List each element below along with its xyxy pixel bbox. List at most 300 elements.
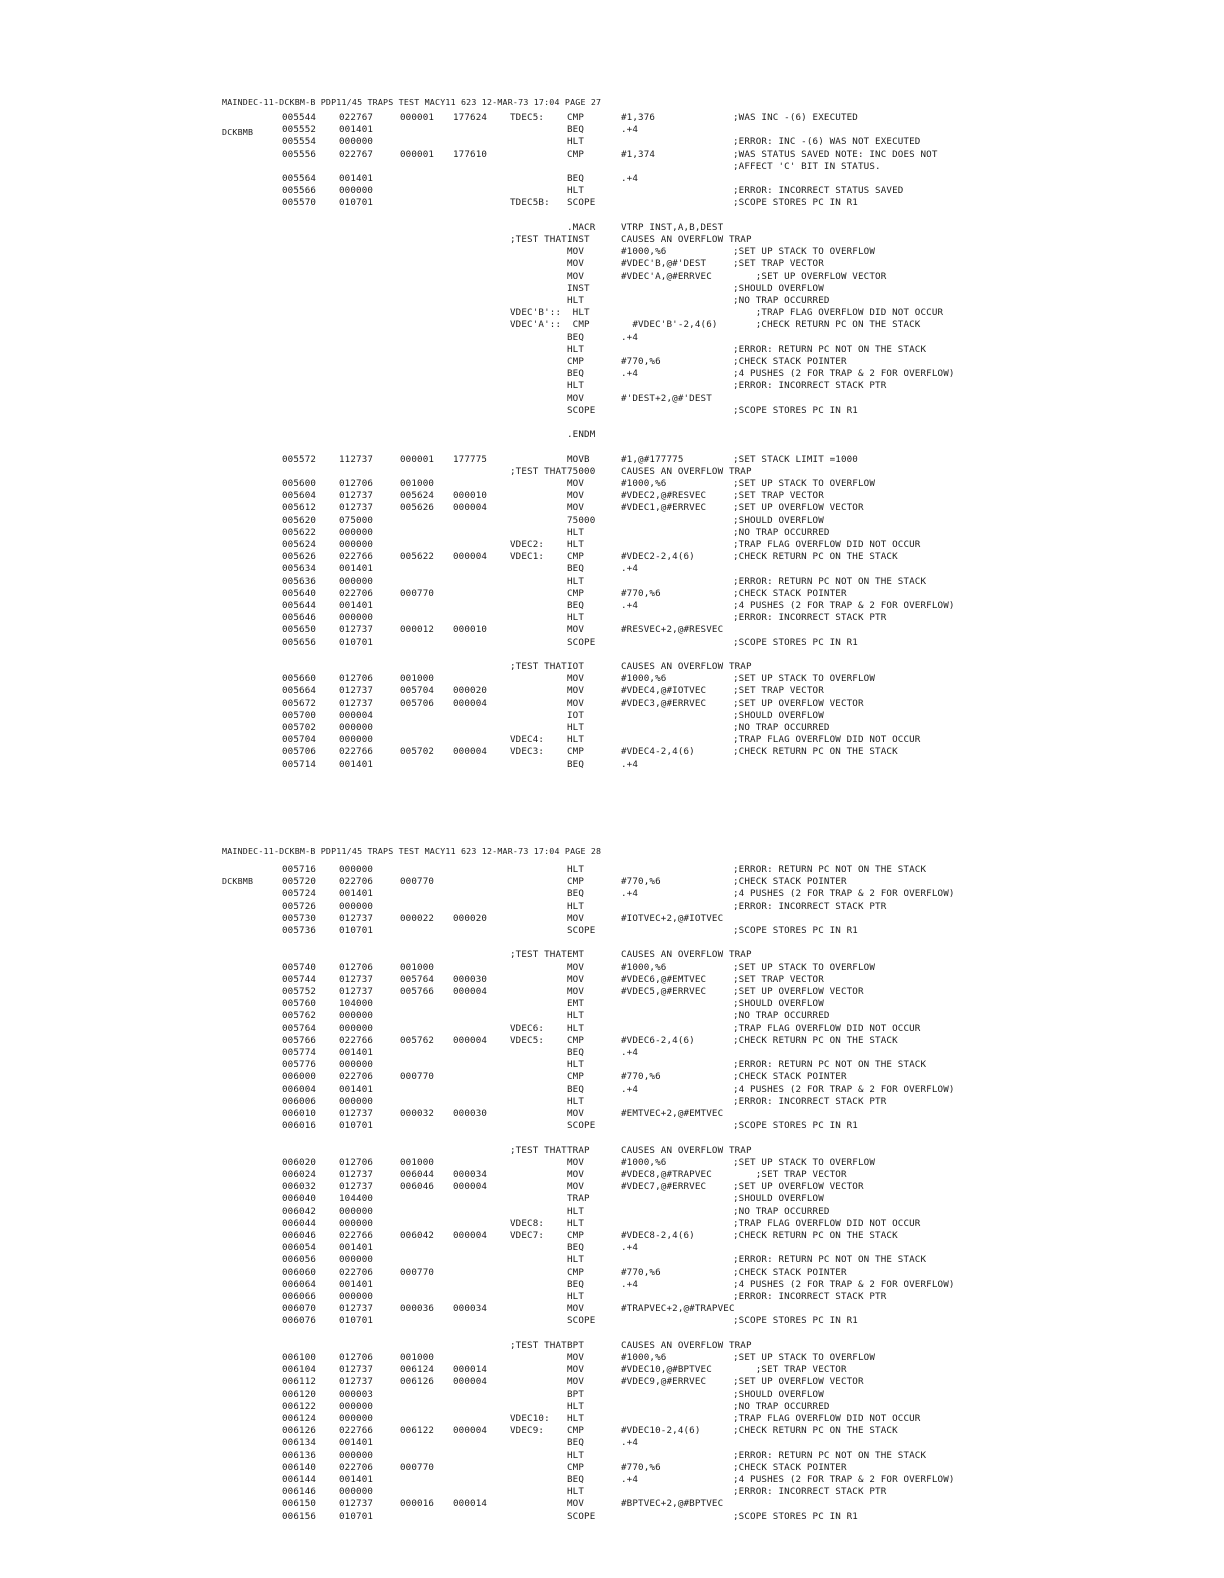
page-27-subtitle: DCKBMB xyxy=(222,127,254,137)
line-word1: 022706 xyxy=(339,1461,374,1473)
line-opcode: MOV xyxy=(567,270,585,282)
line-comment: ;ERROR: INCORRECT STACK PTR xyxy=(733,612,887,624)
line-word1: 012737 xyxy=(339,912,374,924)
line-operand: .+4 xyxy=(621,563,639,575)
line-comment: ;SHOULD OVERFLOW xyxy=(733,1193,824,1205)
line-label: VDEC9: xyxy=(510,1425,545,1437)
line-opcode: HLT xyxy=(567,539,585,550)
line-opcode: MOV xyxy=(567,490,585,502)
line-address: 005776 xyxy=(282,1059,317,1071)
line-comment: ;TRAP FLAG OVERFLOW DID NOT OCCUR xyxy=(733,539,921,550)
line-operand: .+4 xyxy=(621,1437,639,1449)
line-word1: 001401 xyxy=(339,1083,374,1095)
line-comment: ;SET STACK LIMIT =1000 xyxy=(733,453,858,465)
line-word2: 000770 xyxy=(400,587,435,599)
line-word1: 022706 xyxy=(339,587,374,599)
line-address: 005704 xyxy=(282,734,317,746)
line-word3: 000004 xyxy=(453,1425,488,1437)
line-operand: #VDEC'A,@#ERRVEC xyxy=(621,270,712,282)
line-label: TDEC5: xyxy=(510,112,545,123)
line-opcode: HLT xyxy=(567,343,585,355)
line-word1: 010701 xyxy=(339,1510,374,1522)
line-word2: 000001 xyxy=(400,453,435,465)
line-word1: 000000 xyxy=(339,1413,374,1424)
line-word2: 000032 xyxy=(400,1108,435,1119)
line-address: 006006 xyxy=(282,1095,317,1107)
line-opcode: HLT xyxy=(567,1010,585,1022)
line-operand: #1,374 xyxy=(621,148,656,160)
line-opcode: HLT xyxy=(567,1254,585,1266)
line-opcode: BEQ xyxy=(567,758,585,770)
page-28-title: MAINDEC-11-DCKBM-B PDP11/45 TRAPS TEST MACY11 623 12-MAR-73 17:04 PAGE 28 xyxy=(222,846,602,856)
line-word1: 075000 xyxy=(339,514,374,526)
line-operand: #VDEC5,@#ERRVEC xyxy=(621,986,707,997)
line-address: 006156 xyxy=(282,1510,317,1522)
line-operand: .+4 xyxy=(621,1278,639,1290)
line-opcode: MOV xyxy=(567,392,585,404)
line-word2: 006126 xyxy=(400,1376,435,1388)
line-address: 005634 xyxy=(282,563,317,575)
line-word1: 000000 xyxy=(339,185,374,197)
line-word1: 000000 xyxy=(339,539,374,550)
line-address: 005744 xyxy=(282,973,317,985)
line-opcode: MOV xyxy=(567,502,585,514)
line-word1: 022706 xyxy=(339,876,374,888)
line-operand: .+4 xyxy=(621,368,639,380)
line-comment: ;SET UP STACK TO OVERFLOW xyxy=(733,673,876,685)
line-comment: ;SET UP OVERFLOW VECTOR xyxy=(733,502,864,514)
line-opcode: MOV xyxy=(567,685,585,697)
line-comment: ;4 PUSHES (2 FOR TRAP & 2 FOR OVERFLOW) xyxy=(733,1278,955,1290)
line-comment: ;SCOPE STORES PC IN R1 xyxy=(733,1510,858,1522)
line-word1: 001401 xyxy=(339,1047,374,1058)
line-operand: #770,%6 xyxy=(621,876,661,888)
line-word2: 006042 xyxy=(400,1230,435,1241)
line-comment: ;ERROR: RETURN PC NOT ON THE STACK xyxy=(733,1059,927,1071)
line-word1: 112737 xyxy=(339,453,374,465)
line-comment: ;SCOPE STORES PC IN R1 xyxy=(733,1120,858,1132)
line-comment: ;SHOULD OVERFLOW xyxy=(733,998,824,1010)
line-opcode: BEQ xyxy=(567,600,585,611)
page-28-subtitle: DCKBMB xyxy=(222,876,254,886)
line-address: 005752 xyxy=(282,986,317,997)
line-comment: ;SCOPE STORES PC IN R1 xyxy=(733,1315,858,1327)
line-address: 005620 xyxy=(282,514,317,526)
line-operand: #1,376 xyxy=(621,112,656,123)
line-operand: .+4 xyxy=(621,1083,639,1095)
line-word2: 005764 xyxy=(400,973,435,985)
line-opcode: HLT xyxy=(567,734,585,746)
line-word2: 000012 xyxy=(400,624,435,636)
line-opcode: BPT xyxy=(567,1388,585,1400)
line-word1: 022766 xyxy=(339,746,374,758)
line-operand: #770,%6 xyxy=(621,1461,661,1473)
line-word2: 000001 xyxy=(400,112,435,123)
line-opcode: BEQ xyxy=(567,888,585,900)
line-opcode: CMP xyxy=(567,587,585,599)
line-operand: CAUSES AN OVERFLOW TRAP xyxy=(621,465,752,477)
line-address: 005736 xyxy=(282,925,317,936)
line-comment: ;SHOULD OVERFLOW xyxy=(733,709,824,721)
line-operand: #VDEC'B'-2,4(6) xyxy=(621,319,718,331)
line-comment: ;NO TRAP OCCURRED xyxy=(733,526,830,538)
line-label: ;TEST THAT xyxy=(510,234,567,245)
line-word2: 005702 xyxy=(400,746,435,758)
line-comment: ;TRAP FLAG OVERFLOW DID NOT OCCUR xyxy=(733,1413,921,1424)
line-comment: ;CHECK STACK POINTER xyxy=(733,1266,847,1278)
line-opcode: MOV xyxy=(567,1181,585,1193)
line-address: 006064 xyxy=(282,1278,317,1290)
line-word1: 001401 xyxy=(339,1242,374,1254)
line-address: 006104 xyxy=(282,1364,317,1376)
line-word1: 000000 xyxy=(339,900,374,912)
line-word1: 001401 xyxy=(339,563,374,575)
line-operand: #VDEC9,@#ERRVEC xyxy=(621,1376,707,1388)
line-word2: 006046 xyxy=(400,1181,435,1193)
line-word1: 012706 xyxy=(339,673,374,685)
line-opcode: MOV xyxy=(567,478,585,489)
line-operand: #VDEC6,@#EMTVEC xyxy=(621,973,707,985)
line-opcode: SCOPE xyxy=(567,925,596,936)
line-comment: ;SET UP OVERFLOW VECTOR xyxy=(733,986,864,997)
line-word3: 000004 xyxy=(453,1181,488,1193)
line-comment: ;4 PUSHES (2 FOR TRAP & 2 FOR OVERFLOW) xyxy=(733,1083,955,1095)
line-word1: 000000 xyxy=(339,1010,374,1022)
line-address: 005650 xyxy=(282,624,317,636)
line-address: 006020 xyxy=(282,1156,317,1168)
line-word3: 177610 xyxy=(453,148,488,160)
line-opcode: CMP xyxy=(567,746,585,758)
line-comment: ;CHECK STACK POINTER xyxy=(733,876,847,888)
line-comment: ;ERROR: INCORRECT STACK PTR xyxy=(733,1095,887,1107)
line-comment: ;ERROR: INC -(6) WAS NOT EXECUTED xyxy=(733,136,921,148)
line-word1: 012737 xyxy=(339,1364,374,1376)
line-opcode: HLT xyxy=(567,1449,585,1461)
line-comment: ;ERROR: INCORRECT STACK PTR xyxy=(733,380,887,392)
line-comment: ;CHECK RETURN PC ON THE STACK xyxy=(733,1230,898,1241)
line-comment: ;NO TRAP OCCURRED xyxy=(733,295,830,306)
line-operand: #VDEC10-2,4(6) xyxy=(621,1425,701,1437)
line-address: 005556 xyxy=(282,148,317,160)
line-word2: 006044 xyxy=(400,1169,435,1180)
line-opcode: HLT xyxy=(567,1022,585,1034)
line-opcode: MOV xyxy=(567,1156,585,1168)
line-comment: ;ERROR: RETURN PC NOT ON THE STACK xyxy=(733,343,927,355)
line-opcode: HLT xyxy=(567,1205,585,1217)
line-opcode: CMP xyxy=(567,356,585,367)
line-word1: 001401 xyxy=(339,1474,374,1485)
line-comment: ;SET UP STACK TO OVERFLOW xyxy=(733,961,876,973)
line-comment: ;SET UP OVERFLOW VECTOR xyxy=(733,270,887,282)
line-opcode: BEQ xyxy=(567,563,585,575)
line-comment: ;4 PUSHES (2 FOR TRAP & 2 FOR OVERFLOW) xyxy=(733,1474,955,1485)
line-address: 005714 xyxy=(282,758,317,770)
line-address: 006134 xyxy=(282,1437,317,1449)
line-address: 005636 xyxy=(282,575,317,587)
line-opcode: MOV xyxy=(567,624,585,636)
line-operand: #RESVEC+2,@#RESVEC xyxy=(621,624,724,636)
line-address: 005572 xyxy=(282,453,317,465)
line-address: 005564 xyxy=(282,173,317,184)
line-word2: 001000 xyxy=(400,673,435,685)
line-label: VDEC10: xyxy=(510,1413,550,1424)
line-comment: ;TRAP FLAG OVERFLOW DID NOT OCCUR xyxy=(733,1217,921,1229)
line-address: 006124 xyxy=(282,1413,317,1424)
line-address: 006076 xyxy=(282,1315,317,1327)
line-opcode: MOV xyxy=(567,912,585,924)
line-comment: ;CHECK STACK POINTER xyxy=(733,1071,847,1083)
page-27-title: MAINDEC-11-DCKBM-B PDP11/45 TRAPS TEST MACY11 623 12-MAR-73 17:04 PAGE 27 xyxy=(222,97,602,107)
line-opcode: BEQ xyxy=(567,1278,585,1290)
line-opcode: HLT xyxy=(567,1413,585,1424)
line-opcode: HLT xyxy=(567,575,585,587)
line-opcode: TRAP xyxy=(567,1193,590,1205)
line-address: 006044 xyxy=(282,1217,317,1229)
line-address: 006112 xyxy=(282,1376,317,1388)
line-comment: ;SET TRAP VECTOR xyxy=(733,1364,847,1376)
line-word3: 000004 xyxy=(453,746,488,758)
line-address: 005570 xyxy=(282,197,317,209)
line-comment: ;4 PUSHES (2 FOR TRAP & 2 FOR OVERFLOW) xyxy=(733,368,955,380)
line-opcode: HLT xyxy=(567,1059,585,1071)
line-word3: 000030 xyxy=(453,1108,488,1119)
line-address: 006032 xyxy=(282,1181,317,1193)
line-comment: ;CHECK RETURN PC ON THE STACK xyxy=(733,746,898,758)
line-operand: CAUSES AN OVERFLOW TRAP xyxy=(621,1144,752,1156)
line-word1: 012706 xyxy=(339,1156,374,1168)
line-address: 005700 xyxy=(282,709,317,721)
line-address: 005552 xyxy=(282,124,317,136)
line-comment: ;SET TRAP VECTOR xyxy=(733,1169,847,1180)
line-opcode: HLT xyxy=(567,295,585,306)
line-opcode: HLT xyxy=(567,864,585,875)
line-word3: 177775 xyxy=(453,453,488,465)
line-operand: #'DEST+2,@#'DEST xyxy=(621,392,712,404)
line-operand: #EMTVEC+2,@#EMTVEC xyxy=(621,1108,724,1119)
line-comment: ;SET TRAP VECTOR xyxy=(733,258,824,270)
line-opcode: SCOPE xyxy=(567,636,596,648)
line-comment: ;ERROR: RETURN PC NOT ON THE STACK xyxy=(733,864,927,875)
line-address: 006136 xyxy=(282,1449,317,1461)
line-opcode: HLT xyxy=(567,307,590,319)
line-word3: 000004 xyxy=(453,551,488,563)
line-comment: ;ERROR: RETURN PC NOT ON THE STACK xyxy=(733,1254,927,1266)
line-word1: 000000 xyxy=(339,722,374,733)
line-word3: 000004 xyxy=(453,502,488,514)
line-address: 006120 xyxy=(282,1388,317,1400)
line-opcode: BEQ xyxy=(567,1242,585,1254)
line-operand: #770,%6 xyxy=(621,587,661,599)
line-word1: 012737 xyxy=(339,986,374,997)
line-opcode: BEQ xyxy=(567,173,585,184)
line-opcode: BEQ xyxy=(567,1437,585,1449)
line-word3: 000004 xyxy=(453,1376,488,1388)
line-word2: 001000 xyxy=(400,961,435,973)
line-operand: #1000,%6 xyxy=(621,673,667,685)
line-address: 005726 xyxy=(282,900,317,912)
line-address: 005762 xyxy=(282,1010,317,1022)
line-opcode: MOV xyxy=(567,961,585,973)
line-operand: #1000,%6 xyxy=(621,1156,667,1168)
line-comment: ;SET UP STACK TO OVERFLOW xyxy=(733,478,876,489)
line-comment: ;4 PUSHES (2 FOR TRAP & 2 FOR OVERFLOW) xyxy=(733,600,955,611)
line-label: VDEC'B':: xyxy=(510,307,562,319)
line-operand: .+4 xyxy=(621,173,639,184)
line-opcode: SCOPE xyxy=(567,1120,596,1132)
line-operand: #TRAPVEC+2,@#TRAPVEC xyxy=(621,1303,735,1315)
line-word1: 000000 xyxy=(339,1400,374,1412)
line-opcode: SCOPE xyxy=(567,404,596,416)
line-word2: 006122 xyxy=(400,1425,435,1437)
line-word1: 022767 xyxy=(339,112,374,123)
line-operand: #VDEC6-2,4(6) xyxy=(621,1034,695,1046)
line-address: 006040 xyxy=(282,1193,317,1205)
line-opcode: BEQ xyxy=(567,1474,585,1485)
line-operand: #VDEC4-2,4(6) xyxy=(621,746,695,758)
line-label: ;TEST THAT xyxy=(510,1144,567,1156)
line-address: 006004 xyxy=(282,1083,317,1095)
line-word1: 000000 xyxy=(339,1449,374,1461)
line-address: 005624 xyxy=(282,539,317,550)
line-word1: 001401 xyxy=(339,1278,374,1290)
line-word1: 022766 xyxy=(339,1230,374,1241)
line-opcode: CMP xyxy=(567,1266,585,1278)
line-word2: 001000 xyxy=(400,478,435,489)
line-word1: 012706 xyxy=(339,961,374,973)
line-opcode: MOV xyxy=(567,246,585,258)
line-comment: ;WAS STATUS SAVED NOTE: INC DOES NOT xyxy=(733,148,938,160)
line-address: 005544 xyxy=(282,112,317,123)
line-comment: ;NO TRAP OCCURRED xyxy=(733,722,830,733)
line-address: 005764 xyxy=(282,1022,317,1034)
line-word2: 000770 xyxy=(400,1266,435,1278)
line-word3: 000030 xyxy=(453,973,488,985)
line-operand: .+4 xyxy=(621,1047,639,1058)
line-comment: ;SET UP OVERFLOW VECTOR xyxy=(733,1181,864,1193)
line-address: 006146 xyxy=(282,1486,317,1498)
line-opcode: 75000 xyxy=(567,465,596,477)
line-comment: ;ERROR: RETURN PC NOT ON THE STACK xyxy=(733,575,927,587)
line-opcode: MOV xyxy=(567,1376,585,1388)
line-opcode: CMP xyxy=(567,876,585,888)
line-operand: CAUSES AN OVERFLOW TRAP xyxy=(621,1339,752,1351)
line-word3: 177624 xyxy=(453,112,488,123)
line-opcode: MOV xyxy=(567,1108,585,1119)
line-word3: 000034 xyxy=(453,1169,488,1180)
line-comment: ;NO TRAP OCCURRED xyxy=(733,1400,830,1412)
line-word2: 000001 xyxy=(400,148,435,160)
line-address: 006010 xyxy=(282,1108,317,1119)
line-comment: ;ERROR: INCORRECT STACK PTR xyxy=(733,900,887,912)
line-label: VDEC3: xyxy=(510,746,545,758)
line-comment: ;SET TRAP VECTOR xyxy=(733,490,824,502)
line-opcode: MOV xyxy=(567,986,585,997)
line-comment: ;CHECK STACK POINTER xyxy=(733,587,847,599)
line-comment: ;TRAP FLAG OVERFLOW DID NOT OCCUR xyxy=(733,1022,921,1034)
line-word1: 010701 xyxy=(339,1315,374,1327)
line-label: VDEC6: xyxy=(510,1022,545,1034)
line-comment: ;SCOPE STORES PC IN R1 xyxy=(733,636,858,648)
line-opcode: HLT xyxy=(567,185,585,197)
line-address: 005724 xyxy=(282,888,317,900)
line-address: 006056 xyxy=(282,1254,317,1266)
line-word1: 012737 xyxy=(339,973,374,985)
line-opcode: CMP xyxy=(567,1034,585,1046)
line-operand: #1,@#177775 xyxy=(621,453,684,465)
line-opcode: SCOPE xyxy=(567,197,596,209)
line-comment: ;TRAP FLAG OVERFLOW DID NOT OCCUR xyxy=(733,307,944,319)
line-word1: 000004 xyxy=(339,709,374,721)
line-comment: ;SET UP STACK TO OVERFLOW xyxy=(733,1156,876,1168)
line-word1: 012706 xyxy=(339,478,374,489)
line-operand: #IOTVEC+2,@#IOTVEC xyxy=(621,912,724,924)
line-word1: 000000 xyxy=(339,1022,374,1034)
line-address: 005600 xyxy=(282,478,317,489)
line-operand: #1000,%6 xyxy=(621,1352,667,1363)
line-opcode: TRAP xyxy=(567,1144,590,1156)
line-word1: 012737 xyxy=(339,624,374,636)
line-address: 006100 xyxy=(282,1352,317,1363)
line-opcode: MOV xyxy=(567,973,585,985)
line-opcode: CMP xyxy=(567,1461,585,1473)
line-word1: 022766 xyxy=(339,551,374,563)
line-word2: 000036 xyxy=(400,1303,435,1315)
line-operand: #VDEC2-2,4(6) xyxy=(621,551,695,563)
line-operand: CAUSES AN OVERFLOW TRAP xyxy=(621,661,752,672)
line-opcode: 75000 xyxy=(567,514,596,526)
line-word1: 012737 xyxy=(339,490,374,502)
line-word1: 000000 xyxy=(339,1217,374,1229)
line-opcode: HLT xyxy=(567,1486,585,1498)
line-opcode: CMP xyxy=(567,148,585,160)
line-opcode: CMP xyxy=(567,1071,585,1083)
line-word1: 001401 xyxy=(339,888,374,900)
line-opcode: HLT xyxy=(567,526,585,538)
line-opcode: MOV xyxy=(567,1303,585,1315)
line-word1: 000000 xyxy=(339,1205,374,1217)
line-address: 005612 xyxy=(282,502,317,514)
line-word1: 001401 xyxy=(339,758,374,770)
line-address: 005740 xyxy=(282,961,317,973)
line-word1: 001401 xyxy=(339,1437,374,1449)
line-operand: #1000,%6 xyxy=(621,478,667,489)
line-operand: #VDEC7,@#ERRVEC xyxy=(621,1181,707,1193)
line-opcode: BEQ xyxy=(567,1047,585,1058)
line-address: 006000 xyxy=(282,1071,317,1083)
line-address: 005604 xyxy=(282,490,317,502)
line-word1: 012737 xyxy=(339,697,374,709)
line-word1: 000000 xyxy=(339,1059,374,1071)
line-operand: #VDEC4,@#IOTVEC xyxy=(621,685,707,697)
line-word2: 005624 xyxy=(400,490,435,502)
line-opcode: MOV xyxy=(567,1352,585,1363)
line-comment: ;SHOULD OVERFLOW xyxy=(733,282,824,294)
line-word1: 012737 xyxy=(339,1376,374,1388)
line-word1: 022706 xyxy=(339,1071,374,1083)
line-comment: ;CHECK RETURN PC ON THE STACK xyxy=(733,319,921,331)
line-opcode: CMP xyxy=(567,319,590,331)
line-comment: ;NO TRAP OCCURRED xyxy=(733,1205,830,1217)
line-word1: 010701 xyxy=(339,636,374,648)
line-word1: 001401 xyxy=(339,124,374,136)
line-operand: #VDEC1,@#ERRVEC xyxy=(621,502,707,514)
line-opcode: BEQ xyxy=(567,124,585,136)
line-operand: #1000,%6 xyxy=(621,246,667,258)
line-comment: ;WAS INC -(6) EXECUTED xyxy=(733,112,858,123)
line-word1: 010701 xyxy=(339,925,374,936)
line-comment: ;SET TRAP VECTOR xyxy=(733,973,824,985)
line-opcode: HLT xyxy=(567,136,585,148)
